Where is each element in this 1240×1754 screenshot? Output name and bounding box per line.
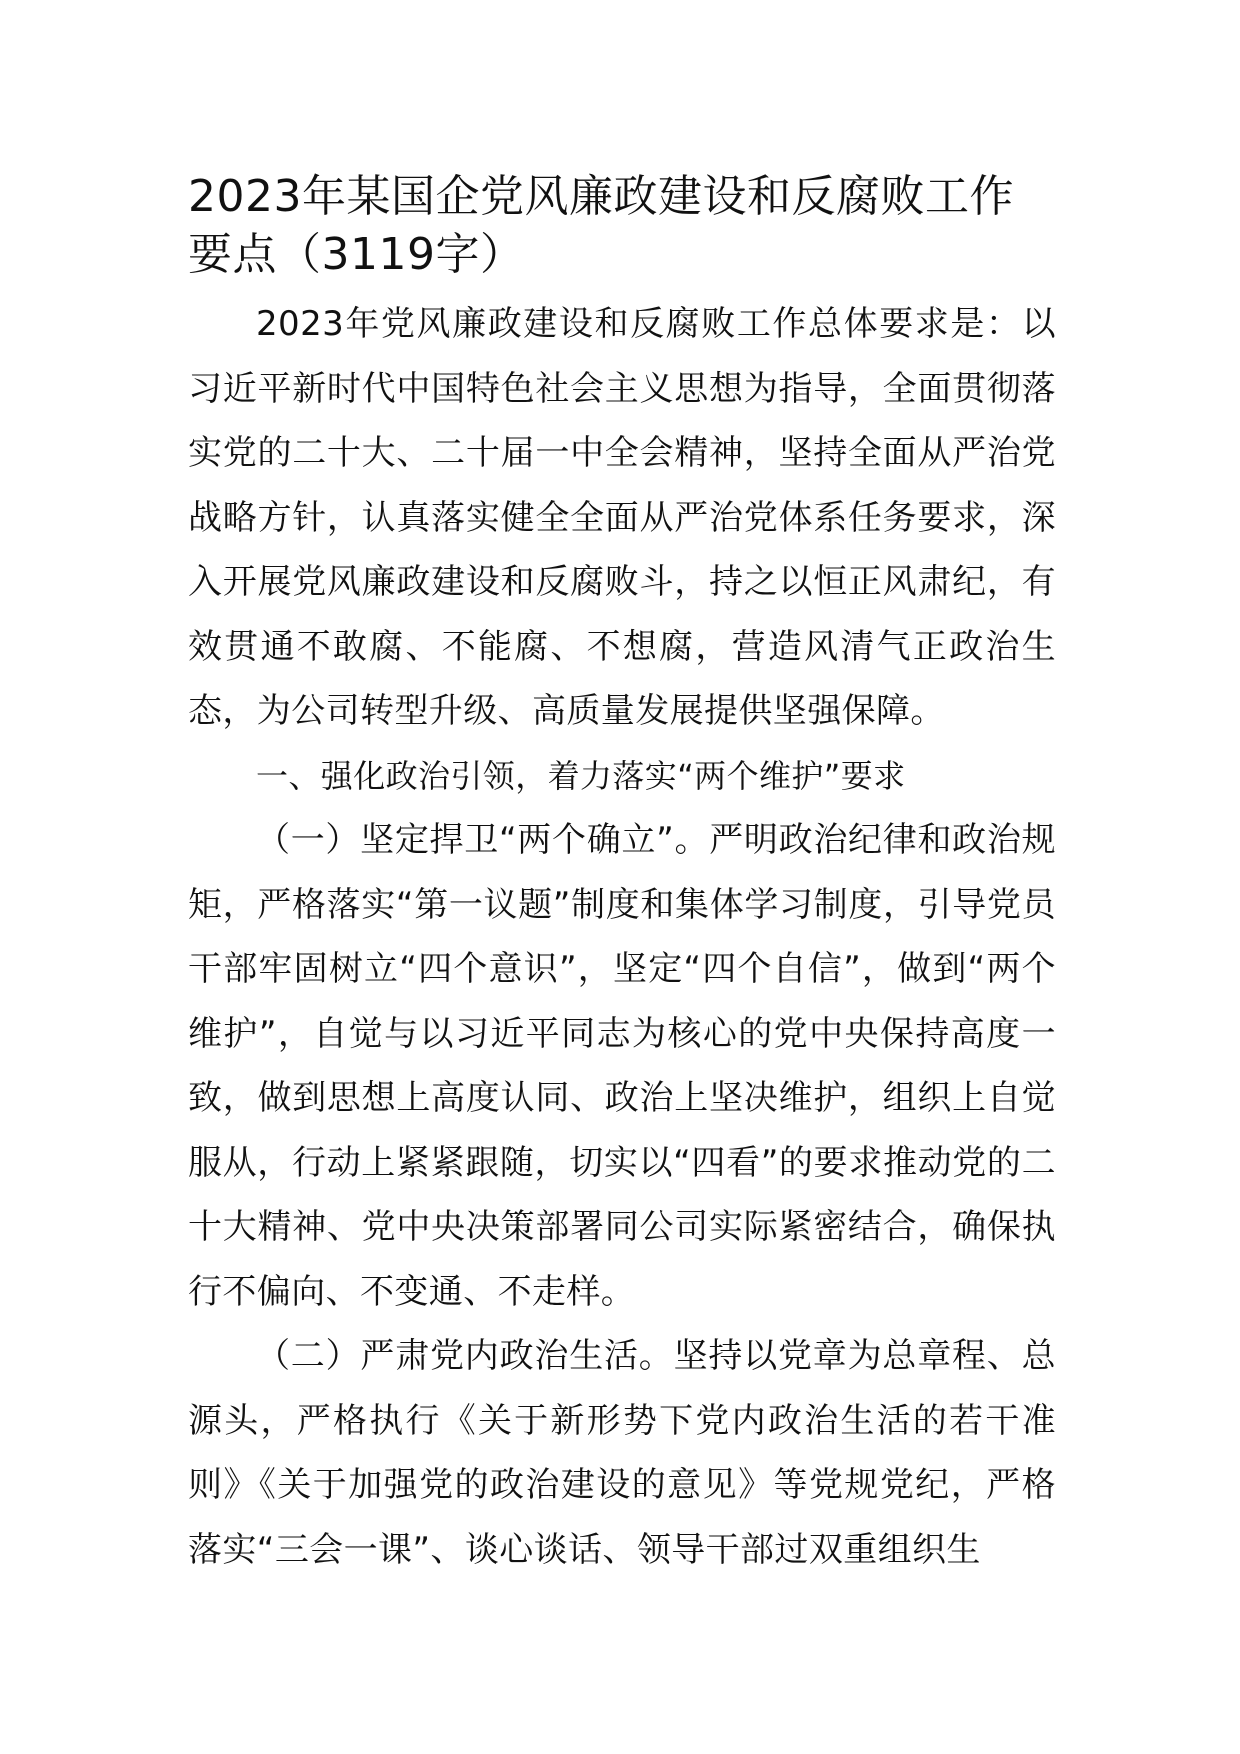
item-paragraph-2: （二）严肃党内政治生活。坚持以党章为总章程、总源头，严格执行《关于新形势下党内政治生活的若干准则》《关于加强党的政治建设的意见》等党规党纪，严格落实“三会一课”、谈心谈话、领导干部过双重组织生	[188, 1336, 1056, 1570]
section-heading: 一、强化政治引领，着力落实“两个维护”要求	[256, 756, 906, 795]
item-paragraph-1: （一）坚定捍卫“两个确立”。严明政治纪律和政治规矩，严格落实“第一议题”制度和集体学习制度，引导党员干部牢固树立“四个意识”，坚定“四个自信”，做到“两个维护”，自觉与以习近平同志为核心的党中央保持高度一致，做到思想上高度认同、政治上坚决维护，组织上自觉服从，行动上紧紧跟随，切实以“四看”的要求推动党的二十大精神、党中央决策部署同公司实际紧密结合，确保执行不偏向、不变通、不走样。	[188, 820, 1056, 1312]
document-page	[188, 168, 1056, 1582]
intro-paragraph: 2023年党风廉政建设和反腐败工作总体要求是：以习近平新时代中国特色社会主义思想为指导，全面贯彻落实党的二十大、二十届一中全会精神，坚持全面从严治党战略方针，认真落实健全全面从严治党体系任务要求，深入开展党风廉政建设和反腐败斗，持之以恒正风肃纪，有效贯通不敢腐、不能腐、不想腐，营造风清气正政治生态，为公司转型升级、高质量发展提供坚强保障。	[188, 304, 1056, 731]
document-title: 2023年某国企党风廉政建设和反腐败工作要点（3119字）	[188, 171, 1014, 280]
